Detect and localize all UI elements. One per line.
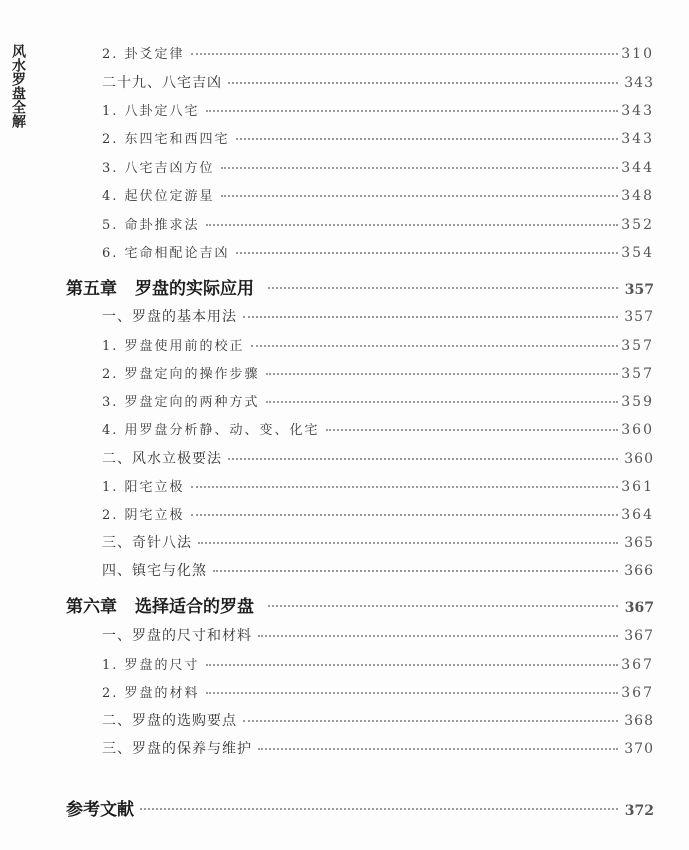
toc-entry-title: 二、风水立极要法 (102, 451, 222, 467)
toc-entry-section[interactable] (102, 72, 654, 92)
toc-entry-title: 1. 八卦定八宅 (102, 104, 200, 119)
book-title-vertical: 风水罗盘全解 (10, 44, 26, 128)
toc-entry-title: 2. 阴宅立极 (102, 508, 185, 523)
toc-entry-title: 1. 罗盘的尺寸 (102, 658, 200, 673)
page-number: 357 (621, 338, 654, 354)
dot-leader (206, 224, 618, 226)
toc-entry-title: 一、罗盘的基本用法 (102, 309, 237, 325)
toc-entry-section[interactable] (102, 532, 654, 552)
toc-entry-title: 一、罗盘的尺寸和材料 (102, 628, 252, 644)
toc-entry-sub[interactable] (102, 504, 654, 523)
dot-leader (213, 570, 618, 572)
toc-entry-title: 1. 阳宅立极 (102, 480, 185, 495)
page-number: 368 (624, 713, 654, 729)
dot-leader (268, 605, 618, 607)
toc-entry-sub[interactable] (102, 185, 654, 204)
toc-entry-ref[interactable] (66, 795, 654, 820)
chapter-title: 罗盘的实际应用 (135, 279, 254, 299)
dot-leader (268, 287, 618, 289)
dot-leader (206, 110, 618, 112)
toc-entry-sub[interactable] (102, 682, 654, 701)
toc-entry-chapter[interactable] (66, 274, 654, 299)
dot-leader (258, 635, 618, 637)
toc-entry-section[interactable] (102, 448, 654, 468)
toc-entry-title: 二十九、八宅吉凶 (102, 75, 222, 91)
chapter-number: 第六章 (66, 597, 117, 617)
toc-entry-sub[interactable] (102, 363, 654, 382)
toc-entry-title: 三、罗盘的保养与维护 (102, 741, 252, 757)
page-number: 357 (624, 309, 654, 325)
page-number: 367 (621, 657, 654, 673)
toc-entry-sub[interactable] (102, 242, 654, 261)
toc-entry-sub[interactable] (102, 419, 654, 438)
toc-entry-sub[interactable] (102, 43, 654, 62)
page-number: 352 (621, 217, 654, 233)
dot-leader (191, 514, 618, 516)
page-number: 344 (621, 160, 654, 176)
toc-entry-sub[interactable] (102, 157, 654, 176)
page-number: 366 (624, 563, 654, 579)
page-number: 361 (621, 479, 654, 495)
toc-entry-title: 参考文献 (66, 800, 134, 820)
toc-entry-title (66, 274, 260, 299)
toc-entry-title: 5. 命卦推求法 (102, 218, 200, 233)
page-number: 343 (624, 75, 654, 91)
page-number: 343 (621, 103, 654, 119)
page-number: 367 (621, 685, 654, 701)
toc-entry-section[interactable] (102, 738, 654, 758)
page-number: 372 (624, 803, 654, 819)
dot-leader (236, 252, 618, 254)
page-number: 343 (621, 131, 654, 147)
dot-leader (236, 138, 618, 140)
dot-leader (228, 458, 618, 460)
dot-leader (258, 748, 618, 750)
page-number: 357 (624, 282, 654, 298)
toc-entry-title: 6. 宅命相配论吉凶 (102, 246, 230, 261)
dot-leader (251, 345, 618, 347)
page-number: 359 (621, 394, 654, 410)
chapter-title: 选择适合的罗盘 (135, 597, 254, 617)
page-number: 364 (621, 507, 654, 523)
page-number: 365 (624, 535, 654, 551)
toc-entry-sub[interactable] (102, 128, 654, 147)
toc-entry-sub[interactable] (102, 335, 654, 354)
toc-entry-title: 2. 卦爻定律 (102, 47, 185, 62)
page-number: 367 (624, 628, 654, 644)
page-number: 360 (621, 422, 654, 438)
dot-leader (266, 401, 618, 403)
chapter-number: 第五章 (66, 279, 117, 299)
toc-entry-sub[interactable] (102, 654, 654, 673)
page-number: 310 (621, 46, 654, 62)
toc-entry-title: 四、镇宅与化煞 (102, 563, 207, 579)
toc-entry-title (66, 592, 260, 617)
dot-leader (326, 429, 618, 431)
page-number: 348 (621, 188, 654, 204)
page-number: 357 (621, 366, 654, 382)
toc-entry-title: 三、奇针八法 (102, 535, 192, 551)
dot-leader (206, 664, 618, 666)
toc-entry-section[interactable] (102, 560, 654, 580)
toc-entry-title: 2. 罗盘定向的操作步骤 (102, 367, 260, 382)
toc-entry-title: 2. 东四宅和西四宅 (102, 132, 230, 147)
toc-entry-title: 4. 起伏位定游星 (102, 189, 215, 204)
dot-leader (228, 82, 618, 84)
dot-leader (191, 53, 618, 55)
page-number: 370 (624, 741, 654, 757)
dot-leader (191, 486, 618, 488)
toc-entry-sub[interactable] (102, 476, 654, 495)
toc-entry-title: 二、罗盘的选购要点 (102, 713, 237, 729)
toc-entry-title: 3. 罗盘定向的两种方式 (102, 395, 260, 410)
dot-leader (221, 167, 618, 169)
page-number: 354 (621, 245, 654, 261)
toc-entry-section[interactable] (102, 710, 654, 730)
toc-entry-title: 2. 罗盘的材料 (102, 686, 200, 701)
page-number: 367 (624, 600, 654, 616)
toc-entry-section[interactable] (102, 306, 654, 326)
dot-leader (266, 373, 618, 375)
toc-entry-chapter[interactable] (66, 592, 654, 617)
toc-entry-section[interactable] (102, 625, 654, 645)
toc-entry-title: 1. 罗盘使用前的校正 (102, 339, 245, 354)
toc-entry-sub[interactable] (102, 214, 654, 233)
dot-leader (198, 542, 618, 544)
dot-leader (206, 692, 618, 694)
dot-leader (221, 195, 618, 197)
dot-leader (243, 316, 618, 318)
toc-entry-sub[interactable] (102, 100, 654, 119)
toc-entry-sub[interactable] (102, 391, 654, 410)
toc-entry-title: 3. 八宅吉凶方位 (102, 161, 215, 176)
dot-leader (243, 720, 618, 722)
page-number: 360 (624, 451, 654, 467)
toc-entry-title: 4. 用罗盘分析静、动、变、化宅 (102, 423, 320, 438)
dot-leader (140, 808, 618, 810)
